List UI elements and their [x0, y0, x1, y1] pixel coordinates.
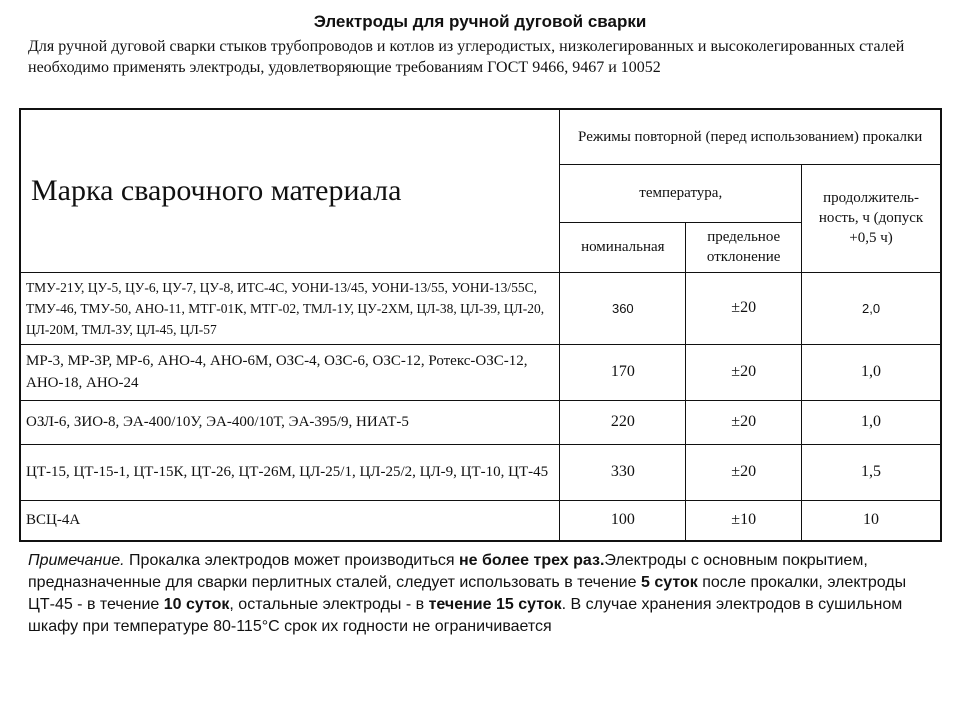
note-emphasis: 10 суток	[163, 596, 230, 613]
note-text: после прокалки, электроды ЦТ-45 - в течение	[28, 574, 907, 613]
row-material: ТМУ-21У, ЦУ-5, ЦУ-6, ЦУ-7, ЦУ-8, ИТС-4С, УОНИ-13/45, УОНИ-13/55, УОНИ-13/55С, ТМУ-46, ТМУ-50, АНО-11, МТГ-01К, МТГ-02, ТМЛ-1У, ЦУ-2ХМ, ЦЛ-38, ЦЛ-39, ЦЛ-20, ЦЛ-20М, ТМЛ-3У, ЦЛ-45, ЦЛ-57	[20, 272, 560, 344]
note-label: Примечание.	[28, 552, 125, 569]
row-nominal: 360	[560, 272, 686, 344]
table-row	[20, 444, 941, 500]
note-paragraph	[28, 550, 938, 638]
header-temperature: температура,	[560, 164, 802, 222]
table-row	[20, 500, 941, 541]
table-row	[20, 344, 941, 400]
header-duration: продолжитель-ность, ч (допуск +0,5 ч)	[802, 164, 941, 272]
note-emphasis: 5 суток	[641, 574, 698, 591]
row-deviation: ±20	[686, 272, 802, 344]
table-row	[20, 400, 941, 444]
header-deviation: предельное отклонение	[686, 222, 802, 272]
row-duration: 10	[802, 500, 941, 541]
row-duration: 2,0	[802, 272, 941, 344]
note-text: , остальные электроды - в	[229, 596, 429, 613]
electrodes-table	[19, 108, 942, 542]
row-nominal: 170	[560, 344, 686, 400]
row-deviation: ±10	[686, 500, 802, 541]
row-nominal: 100	[560, 500, 686, 541]
row-material: МР-3, МР-3Р, МР-6, АНО-4, АНО-6М, ОЗС-4, ОЗС-6, ОЗС-12, Ротекс-ОЗС-12, АНО-18, АНО-24	[20, 344, 560, 400]
row-duration: 1,0	[802, 344, 941, 400]
row-material: ЦТ-15, ЦТ-15-1, ЦТ-15К, ЦТ-26, ЦТ-26М, ЦЛ-25/1, ЦЛ-25/2, ЦЛ-9, ЦТ-10, ЦТ-45	[20, 444, 560, 500]
row-material: ОЗЛ-6, ЗИО-8, ЭА-400/10У, ЭА-400/10Т, ЭА-395/9, НИАТ-5	[20, 400, 560, 444]
row-deviation: ±20	[686, 400, 802, 444]
header-material: Марка сварочного материала	[20, 109, 560, 272]
note-text: Электроды с основным покрытием, предназначенные для сварки перлитных сталей, следует использовать в течение	[28, 552, 868, 591]
row-duration: 1,5	[802, 444, 941, 500]
note-text: . В случае хранения электродов в сушильном шкафу при температуре 80-115°С срок их годности не ограничивается	[28, 596, 903, 635]
row-deviation: ±20	[686, 444, 802, 500]
note-emphasis: не более трех раз.	[459, 552, 605, 569]
note-text: Прокалка электродов может производиться	[124, 552, 460, 569]
row-nominal: 220	[560, 400, 686, 444]
note-emphasis: течение 15 суток	[428, 596, 562, 613]
row-material: ВСЦ-4А	[20, 500, 560, 541]
intro-paragraph: Для ручной дуговой сварки стыков трубопроводов и котлов из углеродистых, низколегированных и высоколегированных сталей необходимо применять электроды, удовлетворяющие требованиям ГОСТ 9466, 9467 и 10052	[28, 38, 905, 76]
header-nominal: номинальная	[560, 222, 686, 272]
row-duration: 1,0	[802, 400, 941, 444]
row-nominal: 330	[560, 444, 686, 500]
page-title: Электроды для ручной дуговой сварки	[313, 12, 647, 31]
table-row	[20, 272, 941, 344]
row-deviation: ±20	[686, 344, 802, 400]
header-modes: Режимы повторной (перед использованием) прокалки	[560, 109, 941, 164]
